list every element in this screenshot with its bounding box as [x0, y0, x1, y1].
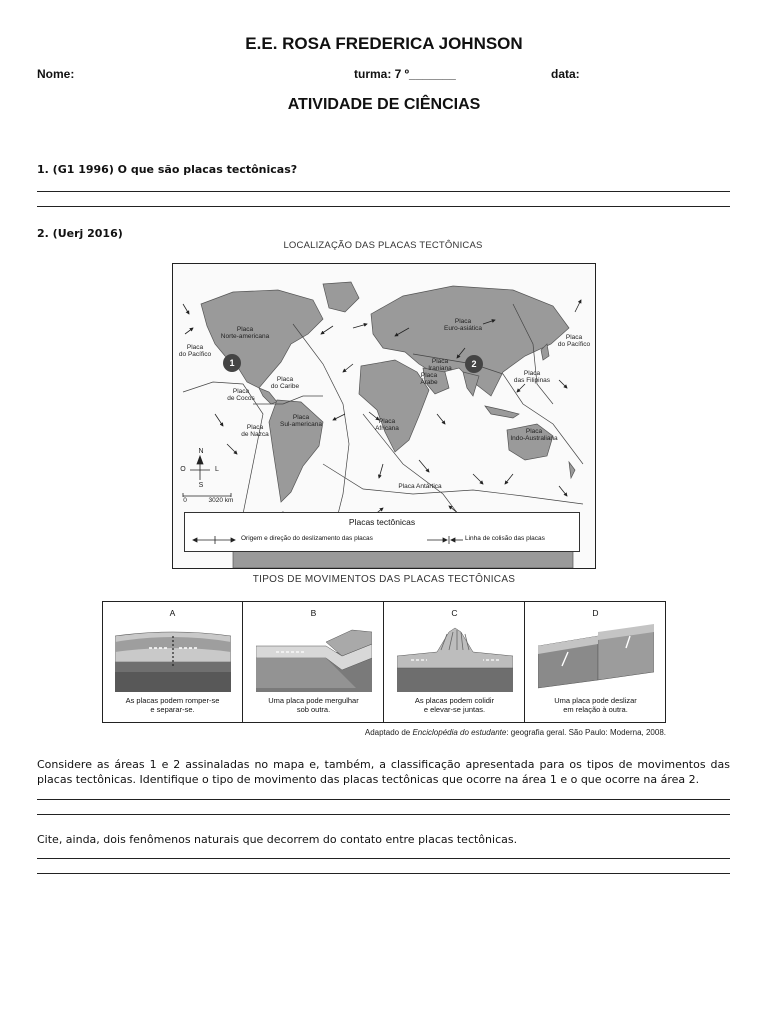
question-1: 1. (G1 1996) O que são placas tectônicas? — [37, 163, 298, 176]
answer-line[interactable] — [37, 191, 730, 192]
movement-panel-a — [103, 602, 243, 722]
legend-title: Placas tectônicas — [348, 517, 416, 527]
map-title: LOCALIZAÇÃO DAS PLACAS TECTÔNICAS — [283, 240, 483, 251]
movement-panel-c — [385, 602, 525, 722]
panel-caption: Uma placa pode deslizar em relação à outra. — [554, 696, 637, 714]
movement-panel-b — [244, 602, 384, 722]
plate-label-pacific-west: Placa do Pacífico — [178, 344, 212, 358]
plate-label-nazca: Placa de Nazca — [241, 424, 269, 438]
legend-item-collision: Linha de colisão das placas — [465, 535, 545, 542]
plate-label-south-american: Placa Sul-americana — [280, 414, 322, 428]
scale-zero: 0 — [183, 497, 187, 504]
movements-figure — [102, 601, 666, 723]
greenland-shape — [323, 282, 359, 312]
panel-letter: C — [451, 608, 458, 618]
answer-line[interactable] — [37, 873, 730, 874]
plate-label-iranian: Placa Iraniana — [428, 358, 452, 372]
divergent-illustration — [115, 622, 231, 692]
answer-line[interactable] — [37, 206, 730, 207]
plate-label-caribbean: Placa do Caribe — [270, 376, 300, 390]
plate-label-antarctic: Placa Antártica — [398, 483, 442, 490]
compass-south: S — [198, 482, 204, 489]
source-prefix: Adaptado de — [364, 728, 413, 737]
plate-label-pacific-east: Placa do Pacífico — [557, 334, 591, 348]
question-2-followup: Cite, ainda, dois fenômenos naturais que decorrem do contato entre placas tectônicas. — [37, 833, 518, 846]
scale-distance: 3020 km — [208, 497, 234, 504]
source-book: Enciclopédia do estudante — [412, 728, 507, 737]
collision-illustration — [397, 622, 513, 692]
movement-panel-d — [526, 602, 665, 722]
plate-label-indo-australian: Placa Indo-Australiana — [510, 428, 558, 442]
newzealand-shape — [569, 462, 575, 478]
answer-line[interactable] — [37, 858, 730, 859]
panel-caption: Uma placa pode mergulhar sob outra. — [268, 696, 359, 714]
transform-illustration — [538, 622, 654, 692]
indonesia-shape — [485, 406, 519, 418]
central-america-shape — [259, 388, 277, 404]
legend-item-slide: Origem e direção do deslizamento das placas — [241, 535, 373, 542]
question-2-prompt: Considere as áreas 1 e 2 assinaladas no mapa e, também, a classificação apresentada para os tipos de movimentos das placas tectônicas. Identifique o tipo de movimento das placas tectônicas que ocorre na área 1 e o que ocorre na área 2. — [37, 758, 730, 786]
plate-label-eurasian: Placa Euro-asiática — [444, 318, 482, 332]
subduction-illustration — [256, 622, 372, 692]
panel-caption: As placas podem romper-se e separar-se. — [125, 696, 220, 714]
class-label: turma: 7 º_______ — [354, 67, 456, 81]
area-1-marker: 1 — [223, 354, 241, 372]
panel-letter: A — [169, 608, 176, 618]
compass-west: O — [180, 466, 186, 473]
map-legend — [184, 512, 580, 552]
question-2-label: 2. (Uerj 2016) — [37, 227, 123, 240]
movements-title: TIPOS DE MOVIMENTOS DAS PLACAS TECTÔNICAS — [252, 574, 516, 585]
panel-letter: D — [592, 608, 599, 618]
compass-north: N — [198, 448, 204, 455]
answer-line[interactable] — [37, 814, 730, 815]
figure-source — [300, 728, 666, 737]
name-label: Nome: — [37, 67, 75, 81]
compass-east: L — [215, 466, 219, 473]
plate-label-philippine: Placa das Filipinas — [513, 370, 551, 384]
plate-label-north-american: Placa Norte-americana — [220, 326, 270, 340]
panel-caption: As placas podem colidir e elevar-se juntas. — [414, 696, 495, 714]
panel-letter: B — [310, 608, 317, 618]
answer-line[interactable] — [37, 799, 730, 800]
page-title: ATIVIDADE DE CIÊNCIAS — [287, 96, 481, 113]
source-rest: : geografia geral. São Paulo: Moderna, 2008. — [506, 728, 666, 737]
plate-label-arabian: Placa Árabe — [420, 372, 438, 386]
area-2-marker: 2 — [465, 355, 483, 373]
plate-label-african: Placa Africana — [375, 418, 399, 432]
plate-label-cocos: Placa de Cocos — [227, 388, 255, 402]
india-shape — [463, 372, 479, 396]
school-name: E.E. ROSA FREDERICA JOHNSON — [245, 34, 523, 53]
date-label: data: — [551, 67, 580, 81]
